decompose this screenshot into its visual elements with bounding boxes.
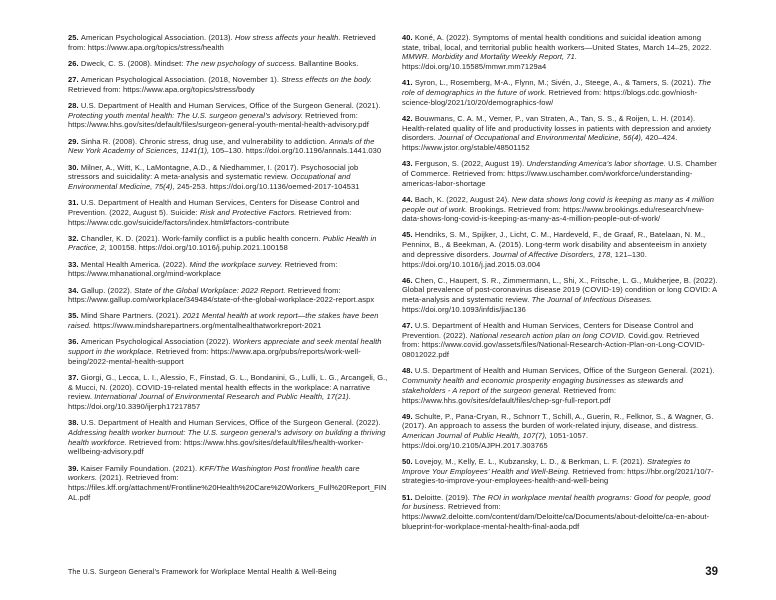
reference-title: Occupational and Environmental Medicine, 75(4), bbox=[68, 172, 351, 191]
reference-title: Strategies to Improve Your Employees’ Health and Well-Being. bbox=[402, 457, 691, 476]
reference-text: American Psychological Association (2022). bbox=[80, 337, 233, 347]
reference-item bbox=[68, 286, 390, 305]
reference-item bbox=[68, 75, 390, 94]
reference-number: 46. bbox=[402, 275, 415, 285]
reference-title: Addressing health worker burnout: The U.S. surgeon general’s advisory on building a thriving health workforce. bbox=[68, 428, 386, 447]
reference-title: Mind the workplace survey. bbox=[189, 259, 283, 269]
reference-item bbox=[402, 321, 718, 360]
reference-text: https://doi.org/10.1093/infdis/jiac136 bbox=[402, 304, 526, 314]
reference-title: The Journal of Infectious Diseases. bbox=[531, 295, 653, 305]
reference-text: Retrieved from: https://www2.deloitte.com/content/dam/Deloitte/ca/Documents/about-deloitte/ca-en-about-blueprint-for-workplace-mental-health-final-aoda.pdf bbox=[402, 502, 710, 531]
reference-item bbox=[68, 137, 390, 156]
reference-text: 100158. https://doi.org/10.1016/j.puhip.2021.100158 bbox=[106, 243, 288, 253]
reference-item bbox=[402, 457, 718, 486]
reference-text: Hendriks, S. M., Spijker, J., Licht, C. M., Hardeveld, F., de Graaf, R., Batelaan, N. M., Penninx, B., & Beekman, A. (2015). Long-term work disability and absenteeism in anxiety and depressive disorders. bbox=[402, 230, 707, 259]
reference-title: MMWR. Morbidity and Mortality Weekly Report, 71. bbox=[402, 52, 578, 62]
reference-number: 37. bbox=[68, 372, 81, 382]
reference-number: 33. bbox=[68, 259, 81, 269]
reference-title: The ROI in workplace mental health programs: Good for people, good for business. bbox=[402, 492, 711, 512]
reference-text: Sinha R. (2008). Chronic stress, drug use, and vulnerability to addiction. bbox=[80, 136, 330, 146]
reference-text: Retrieved from: https://www.hhs.gov/sites/default/files/chep-sgr-full-report.pdf bbox=[402, 385, 617, 405]
reference-text: (2021). Retrieved from: https://files.kff.org/attachment/Frontline%20Health%20Care%20Workers_Full%20Report_FINAL.pdf bbox=[68, 473, 387, 502]
reference-text: U.S. Department of Health and Human Services, Office of the Surgeon General. (2021). bbox=[80, 101, 381, 111]
reference-text: American Psychological Association. (2018, November 1). bbox=[80, 75, 282, 85]
reference-title: Workers appreciate and seek mental health support in the workplace. bbox=[68, 337, 382, 357]
reference-text: 105–130. https://doi.org/10.1196/annals.1441.030 bbox=[209, 146, 382, 156]
reference-title: Journal of Affective Disorders, 178, bbox=[492, 249, 613, 259]
reference-title: Understanding America’s labor shortage. bbox=[526, 159, 666, 169]
reference-item bbox=[402, 195, 718, 224]
reference-number: 49. bbox=[402, 411, 415, 421]
reference-title: The new psychology of success. bbox=[185, 58, 297, 68]
reference-text: Retrieved from: https://www.hhs.gov/sites/default/files/surgeon-general-youth-mental-health-advisory.pdf bbox=[68, 110, 369, 130]
reference-number: 40. bbox=[402, 33, 415, 42]
reference-item bbox=[68, 373, 390, 412]
reference-text: Milner, A., Witt, K., LaMontagne, A.D., & Niedhammer, I. (2017). Psychosocial job stressors and suicidality: A meta-analysis and systematic review. bbox=[68, 162, 359, 182]
reference-text: Bach, K. (2022, August 24). bbox=[414, 194, 512, 204]
reference-number: 48. bbox=[402, 366, 415, 376]
reference-text: Chandler, K. D. (2021). Work-family conflict is a public health concern. bbox=[80, 233, 323, 243]
reference-text: https://doi.org/10.15585/mmwr.mm7129a4 bbox=[402, 62, 547, 72]
reference-item bbox=[68, 337, 390, 366]
reference-item bbox=[402, 412, 718, 451]
reference-number: 51. bbox=[402, 492, 415, 502]
reference-title: 2021 Mental health at work report—the stakes have been raised. bbox=[68, 311, 379, 331]
reference-text: U.S. Department of Health and Human Services, Centers for Disease Control and Prevention. (2022). bbox=[402, 321, 694, 340]
reference-text: Dweck, C. S. (2008). Mindset: bbox=[80, 58, 186, 68]
references-column-left bbox=[68, 33, 390, 538]
reference-text: Giorgi, G., Lecca, L. I., Alessio, F., Finstad, G. L., Bondanini, G., Lulli, L. G., Arcangeli, G., & Mucci, N. (2020). COVID-19-related mental health effects in the workplace: A narrative review. bbox=[68, 372, 388, 402]
footer-report-title: The U.S. Surgeon General’s Framework for Workplace Mental Health & Well-Being bbox=[68, 568, 337, 576]
reference-title: How stress affects your health. bbox=[234, 33, 341, 42]
reference-text: Koné, A. (2022). Symptoms of mental health conditions and suicidal ideation among state, tribal, local, and territorial public health workers—United States, March 14–25, 2022. bbox=[402, 33, 712, 52]
reference-item bbox=[402, 366, 718, 405]
reference-number: 36. bbox=[68, 337, 81, 347]
reference-title: KFF/The Washington Post frontline health care workers. bbox=[68, 463, 360, 483]
reference-number: 30. bbox=[68, 162, 81, 172]
reference-text: https://doi.org/10.3390/ijerph17217857 bbox=[68, 402, 201, 412]
page-number: 39 bbox=[705, 566, 718, 578]
reference-item bbox=[402, 114, 718, 153]
reference-number: 45. bbox=[402, 230, 415, 240]
reference-text: Retrieved from: https://www.apa.org/topics/stress/health bbox=[68, 33, 376, 52]
references-column-right bbox=[402, 33, 718, 538]
reference-item bbox=[68, 260, 390, 279]
reference-item bbox=[402, 493, 718, 532]
reference-text: Retrieved from: https://www.mhanational.org/mind-workplace bbox=[68, 259, 338, 279]
reference-title: Protecting youth mental health: The U.S. surgeon general’s advisory. bbox=[68, 110, 303, 120]
reference-title: National research action plan on long COVID. bbox=[469, 330, 627, 340]
reference-text: U.S. Chamber of Commerce. Retrieved from: https://www.uschamber.com/workforce/understanding-americas-labor-shortage bbox=[402, 159, 717, 188]
reference-item bbox=[402, 33, 718, 72]
reference-number: 29. bbox=[68, 136, 81, 146]
reference-text: Schulte, P., Pana-Cryan, R., Schnorr T., Schill, A., Guerin, R., Felknor, S., & Wagner, G. (2017). An approach to assess the burden of work-related injury, disease, and distress. bbox=[402, 411, 714, 431]
reference-text: https://www.mindsharepartners.org/mentalhealthatworkreport-2021 bbox=[91, 321, 322, 331]
reference-title: Annals of the New York Academy of Sciences, 1141(1), bbox=[68, 136, 375, 156]
reference-text: Chen, C., Haupert, S. R., Zimmermann, L., Shi, X., Fritsche, L. G., Mukherjee, B. (2022). Global prevalence of post-coronavirus disease 2019 (COVID-19) condition or long COVID: A meta-analysis and systematic review. bbox=[402, 275, 718, 305]
reference-number: 31. bbox=[68, 198, 81, 208]
reference-title: International Journal of Environmental Research and Public Health, 17(21). bbox=[94, 392, 351, 402]
reference-text: Deloitte. (2019). bbox=[414, 492, 473, 502]
reference-title: The role of demographics in the future of work. bbox=[402, 78, 712, 98]
reference-text: Kaiser Family Foundation. (2021). bbox=[80, 463, 200, 473]
reference-number: 38. bbox=[68, 418, 81, 428]
reference-title: Public Health in Practice, 2, bbox=[68, 233, 377, 253]
reference-number: 35. bbox=[68, 311, 81, 321]
reference-title: American Journal of Public Health, 107(7), bbox=[402, 431, 548, 441]
reference-text: 420–424. https://www.jstor.org/stable/48501152 bbox=[402, 133, 678, 153]
reference-number: 39. bbox=[68, 463, 81, 473]
page-footer bbox=[68, 566, 718, 578]
reference-number: 44. bbox=[402, 194, 415, 204]
reference-number: 42. bbox=[402, 113, 415, 123]
reference-text: Syron, L., Rosemberg, M-A., Flynn, M.; Sivén, J., Steege, A., & Tamers, S. (2021). bbox=[414, 78, 698, 88]
reference-item bbox=[402, 78, 718, 107]
reference-text: Retrieved from: https://www.apa.org/topics/stress/body bbox=[68, 84, 255, 94]
reference-item bbox=[68, 234, 390, 253]
reference-number: 26. bbox=[68, 58, 81, 68]
reference-item bbox=[402, 159, 718, 188]
reference-text: U.S. Department of Health and Human Services, Office of the Surgeon General. (2021). bbox=[414, 366, 715, 376]
reference-text: Retrieved from: https://www.cdc.gov/suicide/factors/index.html#factors-contribute bbox=[68, 207, 352, 227]
reference-text: 121–130. https://doi.org/10.1016/j.jad.2015.03.004 bbox=[402, 249, 647, 269]
reference-text: 245-253. https://doi.org/10.1136/oemed-2017-104531 bbox=[174, 181, 360, 191]
reference-text: Mind Share Partners. (2021). bbox=[80, 311, 183, 321]
references-page bbox=[68, 33, 718, 538]
reference-item bbox=[402, 230, 718, 269]
reference-text: Brookings. Retrieved from: https://www.brookings.edu/research/new-data-shows-long-covid-is-keeping-as-many-as-4-million-people-out-of-work/ bbox=[402, 204, 705, 224]
reference-title: Community health and economic prosperity engaging businesses as stewards and stakeholders - A report of the surgeon general. bbox=[402, 376, 684, 395]
reference-text: American Psychological Association. (2013). bbox=[80, 33, 235, 42]
reference-title: Journal of Occupational and Environmental Medicine, 56(4), bbox=[438, 133, 644, 143]
reference-number: 41. bbox=[402, 78, 415, 88]
reference-item bbox=[68, 418, 390, 457]
reference-item bbox=[68, 311, 390, 330]
reference-item bbox=[68, 163, 390, 192]
reference-text: 1051-1057. https://doi.org/10.2105/AJPH.2017.303765 bbox=[402, 431, 589, 450]
reference-text: Retrieved from: https://hbr.org/2021/10/7-strategies-to-improve-your-employees-health-and-well-being bbox=[402, 466, 714, 486]
reference-text: U.S. Department of Health and Human Services, Office of the Surgeon General. (2022). bbox=[80, 418, 381, 428]
reference-title: State of the Global Workplace: 2022 Report. bbox=[134, 285, 286, 295]
reference-number: 27. bbox=[68, 75, 81, 85]
reference-number: 47. bbox=[402, 321, 415, 331]
reference-item bbox=[68, 198, 390, 227]
reference-text: Retrieved from: https://www.hhs.gov/sites/default/files/health-worker-wellbeing-advisory.pdf bbox=[68, 437, 364, 457]
reference-number: 28. bbox=[68, 101, 81, 111]
reference-text: Ballantine Books. bbox=[296, 58, 359, 68]
reference-item bbox=[68, 101, 390, 130]
reference-item bbox=[402, 276, 718, 315]
reference-text: Mental Health America. (2022). bbox=[80, 259, 190, 269]
reference-text: Gallup. (2022). bbox=[80, 285, 135, 295]
reference-text: Lovejoy, M., Kelly, E. L., Kubzansky, L. D., & Berkman, L. F. (2021). bbox=[414, 457, 648, 467]
reference-number: 34. bbox=[68, 285, 81, 295]
reference-text: Retrieved from: https://www.apa.org/pubs/reports/work-well-being/2022-mental-health-support bbox=[68, 347, 361, 366]
reference-title: Risk and Protective Factors. bbox=[199, 207, 297, 217]
reference-title: Stress effects on the body. bbox=[281, 75, 373, 85]
reference-text: Covid.gov. Retrieved from: https://www.covid.gov/assets/files/National-Research-Action-Plan-on-Long-COVID-08012022.pdf bbox=[402, 330, 705, 360]
reference-item bbox=[68, 59, 390, 69]
reference-text: Bouwmans, C. A. M., Vemer, P., van Straten, A., Tan, S. S., & Roijen, L. H. (2014). Health-related quality of life and productivity losses in patients with depression and anxiety disorders. bbox=[402, 113, 712, 143]
reference-item bbox=[68, 464, 390, 503]
reference-item bbox=[68, 33, 390, 52]
reference-number: 32. bbox=[68, 233, 81, 243]
reference-number: 50. bbox=[402, 457, 415, 467]
reference-text: Retrieved from: https://www.gallup.com/workplace/349484/state-of-the-global-workplace-2022-report.aspx bbox=[68, 285, 375, 305]
references-columns bbox=[68, 33, 718, 538]
reference-text: Retrieved from: https://blogs.cdc.gov/niosh-science-blog/2021/10/20/demographics-fow/ bbox=[402, 88, 698, 107]
reference-number: 25. bbox=[68, 33, 81, 42]
reference-text: U.S. Department of Health and Human Services, Centers for Disease Control and Prevention. (2022, August 5). Suicide: bbox=[68, 198, 360, 217]
reference-title: New data shows long covid is keeping as many as 4 million people out of work. bbox=[402, 194, 714, 214]
reference-number: 43. bbox=[402, 159, 415, 169]
reference-text: Ferguson, S. (2022, August 19). bbox=[414, 159, 527, 169]
